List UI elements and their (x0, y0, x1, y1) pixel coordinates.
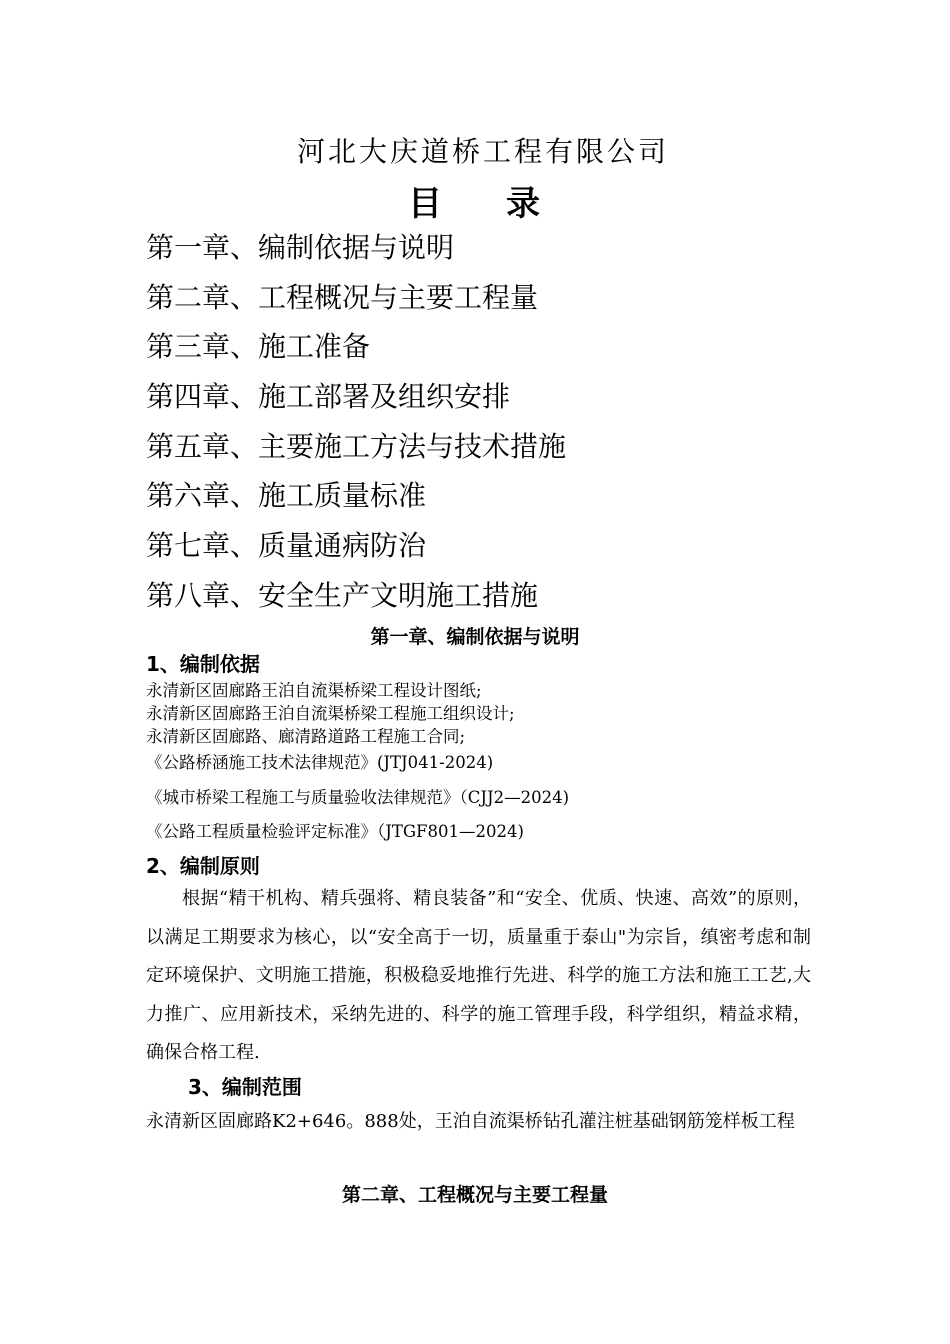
toc-title (0, 176, 950, 225)
principle-paragraph: 根据“精干机构、精兵强将、精良装备”和“安全、优质、快速、高效”的原则，以满足工期要求为核心，以“安全高于一切，质量重于泰山"为宗旨，缜密考虑和制定环境保护、文明施工措施，积极稳妥地推行先进、科学的施工方法和施工工艺,大力推广、应用新技术，采纳先进的、科学的施工管理手段，科学组织，精益求精，确保合格工程. (146, 888, 811, 1063)
toc-title-right: 录 (506, 184, 542, 224)
basis-line: 《公路工程质量检验评定标准》（JTGF801—2024) (146, 822, 524, 841)
toc-item: 第三章、施工准备 (146, 330, 371, 364)
chapter1-title: 第一章、编制依据与说明 (370, 626, 580, 648)
company-name: 河北大庆道桥工程有限公司 (296, 135, 669, 168)
basis-line: 《城市桥梁工程施工与质量验收法律规范》（CJJ2—2024) (146, 788, 570, 807)
chapter2-title: 第二章、工程概况与主要工程量 (341, 1184, 608, 1206)
toc-item: 第八章、安全生产文明施工措施 (146, 578, 539, 612)
principle-heading: 2、编制原则 (146, 854, 260, 878)
toc-item: 第六章、施工质量标准 (146, 479, 427, 513)
basis-line: 永清新区固廊路王泊自流渠桥梁工程设计图纸; (146, 681, 482, 700)
basis-line: 永清新区固廊路王泊自流渠桥梁工程施工组织设计; (146, 704, 515, 723)
toc-title-left: 目 (408, 184, 444, 224)
table-of-contents (146, 228, 566, 626)
basis-line: 《公路桥涵施工技术法律规范》(JTJ041-2024) (146, 753, 494, 772)
basis-line: 永清新区固廊路、廊清路道路工程施工合同; (146, 727, 466, 746)
toc-item: 第四章、施工部署及组织安排 (146, 380, 511, 414)
toc-item: 第一章、编制依据与说明 (146, 231, 455, 264)
toc-item: 第五章、主要施工方法与技术措施 (146, 429, 567, 463)
toc-item: 第二章、工程概况与主要工程量 (146, 280, 539, 314)
basis-heading: 1、编制依据 (146, 652, 260, 676)
toc-item: 第七章、质量通病防治 (146, 529, 427, 563)
scope-heading: 3、编制范围 (188, 1075, 302, 1099)
scope-paragraph: 永清新区固廊路K2+646。888处，王泊自流渠桥钻孔灌注桩基础钢筋笼样板工程 (146, 1111, 795, 1132)
